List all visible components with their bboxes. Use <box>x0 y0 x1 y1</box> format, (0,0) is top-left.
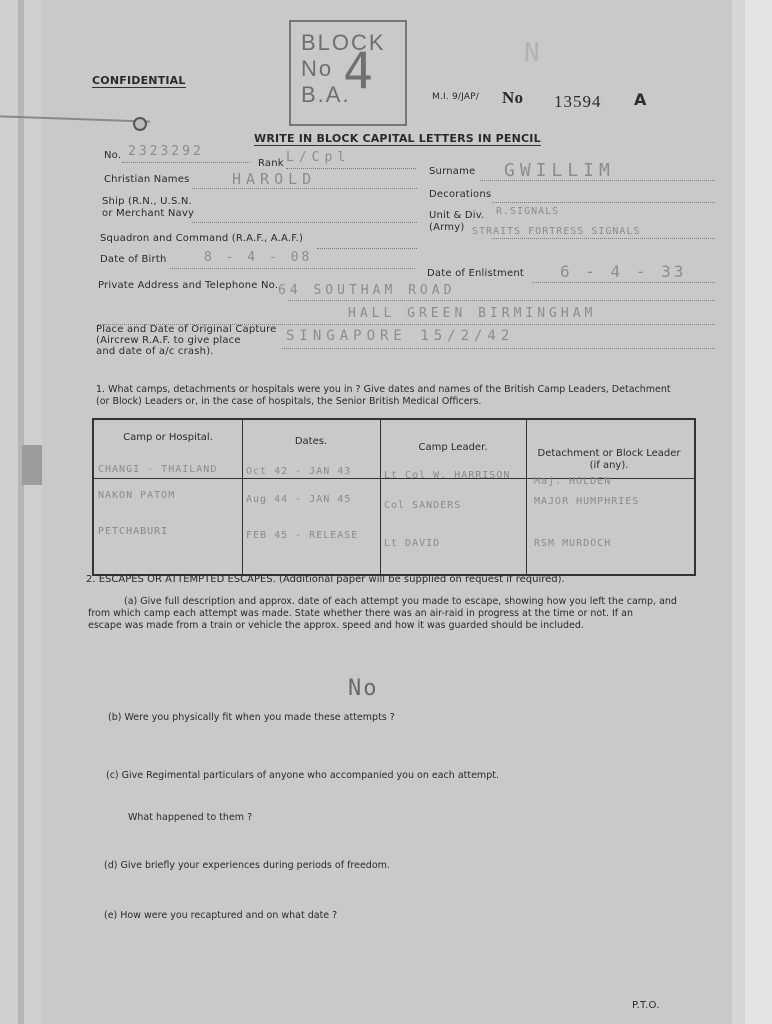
service-no-value: 2323292 <box>128 144 204 159</box>
stamp-number: 4 <box>343 42 376 100</box>
cell-r2-leader: Col SANDERS <box>384 500 462 511</box>
question-2a-line-3: escape was made from a train or vehicle the approx. speed and how it was guarded should be included. <box>88 620 584 631</box>
service-no-line <box>122 162 250 163</box>
question-2d: (d) Give briefly your experiences during periods of freedom. <box>104 860 390 871</box>
enlistment-label: Date of Enlistment <box>427 268 524 279</box>
cell-r2-detachment: MAJOR HUMPHRIES <box>534 496 640 507</box>
date-of-birth-value: 8 - 4 - 08 <box>204 250 313 265</box>
address-line-1 <box>288 300 715 301</box>
unit-value-2: STRAITS FORTRESS SIGNALS <box>472 226 641 237</box>
date-of-birth-label: Date of Birth <box>100 254 167 265</box>
question-1-line-2: (or Block) Leaders or, in the case of hospitals, the Senior British Medical Officers. <box>96 396 482 407</box>
decorations-label: Decorations <box>429 189 492 200</box>
capture-value: SINGAPORE 15/2/42 <box>286 328 515 344</box>
squadron-label: Squadron and Command (R.A.F., A.A.F.) <box>100 233 304 244</box>
folder-tab <box>22 445 44 485</box>
cell-r1-detachment: Maj. HOLDEN <box>534 476 612 487</box>
christian-names-label: Christian Names <box>104 174 190 185</box>
unit-value-1: R.SIGNALS <box>496 206 560 217</box>
page-turn-over: P.T.O. <box>632 1000 660 1011</box>
form-instruction-heading: WRITE IN BLOCK CAPITAL LETTERS IN PENCIL <box>254 132 541 145</box>
rank-value: L/Cpl <box>286 150 351 165</box>
unit-label-1: Unit & Div. <box>429 210 485 221</box>
block-stamp <box>289 20 407 126</box>
christian-names-value: HAROLD <box>232 170 317 188</box>
binding-eyelet <box>133 117 147 131</box>
capture-line <box>282 348 715 349</box>
serial-suffix: A <box>634 90 647 109</box>
cell-r1-dates: Oct 42 - JAN 43 <box>246 466 352 477</box>
date-of-birth-line <box>170 268 415 269</box>
surname-label: Surname <box>429 166 476 177</box>
cell-r1-leader: Lt Col W. HARRISON <box>384 470 511 481</box>
address-value-2: HALL GREEN BIRMINGHAM <box>348 306 597 321</box>
question-2-heading: 2. ESCAPES OR ATTEMPTED ESCAPES. (Additional paper will be supplied on request if required). <box>86 574 565 585</box>
christian-names-line <box>192 188 417 189</box>
squadron-line <box>317 248 417 249</box>
th-dates: Dates. <box>294 436 328 447</box>
question-2a-answer: No <box>348 676 379 701</box>
stamp-line-3: B.A. <box>301 82 351 107</box>
question-2c: (c) Give Regimental particulars of anyone who accompanied you on each attempt. <box>106 770 499 781</box>
th-camp-leader: Camp Leader. <box>418 442 488 453</box>
unit-line <box>492 238 715 239</box>
serial-no-label: No <box>502 88 524 107</box>
folder-edge <box>18 0 24 1024</box>
camps-table <box>92 418 696 576</box>
service-no-label: No. <box>104 150 122 161</box>
stamp-line-1: BLOCK <box>301 30 386 55</box>
question-2a-line-2: from which camp each attempt was made. State whether there was an air-raid in progress at the time or not. If an <box>88 608 634 619</box>
unit-label-2: (Army) <box>429 222 465 233</box>
surname-line <box>480 180 715 181</box>
cell-r3-camp: PETCHABURI <box>98 526 169 537</box>
address-label: Private Address and Telephone No. <box>98 280 279 291</box>
questionnaire-page <box>42 0 732 1024</box>
reference-code: M.I. 9/JAP/ <box>432 92 480 102</box>
cell-r3-detachment: RSM MURDOCH <box>534 538 612 549</box>
question-2b: (b) Were you physically fit when you made these attempts ? <box>108 712 395 723</box>
cell-r1-camp: CHANGI - THAILAND <box>98 464 218 475</box>
question-2a-line-1: (a) Give full description and approx. date of each attempt you made to escape, showing how you left the camp, and <box>124 596 677 607</box>
col-divider-3 <box>526 420 527 574</box>
ship-label-2: or Merchant Navy <box>102 208 195 219</box>
enlistment-value: 6 - 4 - 33 <box>560 262 687 281</box>
cell-r2-dates: Aug 44 - JAN 45 <box>246 494 352 505</box>
confidential-label: CONFIDENTIAL <box>92 74 186 87</box>
underlying-sheet-edge <box>745 0 772 1024</box>
ship-label-1: Ship (R.N., U.S.N. <box>102 196 192 207</box>
capture-label-3: and date of a/c crash). <box>96 346 214 357</box>
cell-r2-camp: NAKON PATOM <box>98 490 176 501</box>
capture-label-2: (Aircrew R.A.F. to give place <box>96 335 241 346</box>
stamp-line-2: No <box>301 56 334 81</box>
cell-r3-dates: FEB 45 - RELEASE <box>246 530 359 541</box>
rank-label: Rank <box>258 158 284 169</box>
serial-number: 13594 <box>554 92 602 111</box>
capture-label-1: Place and Date of Original Capture <box>96 324 277 335</box>
rank-line <box>286 168 416 169</box>
surname-value: GWILLIM <box>504 160 615 181</box>
th-detachment: Detachment or Block Leader (if any). <box>537 448 681 471</box>
enlistment-line <box>532 282 715 283</box>
question-2c-follow-up: What happened to them ? <box>128 812 253 823</box>
question-1-line-1: 1. What camps, detachments or hospitals were you in ? Give dates and names of the British Camp Leaders, Detachment <box>96 384 671 395</box>
address-value-1: 64 SOUTHAM ROAD <box>278 283 456 298</box>
cell-r3-leader: Lt DAVID <box>384 538 441 549</box>
question-2e: (e) How were you recaptured and on what date ? <box>104 910 338 921</box>
th-camp: Camp or Hospital. <box>123 432 213 443</box>
decorations-line <box>492 202 715 203</box>
faint-pencil-mark: N <box>524 38 540 68</box>
ship-line <box>192 222 417 223</box>
